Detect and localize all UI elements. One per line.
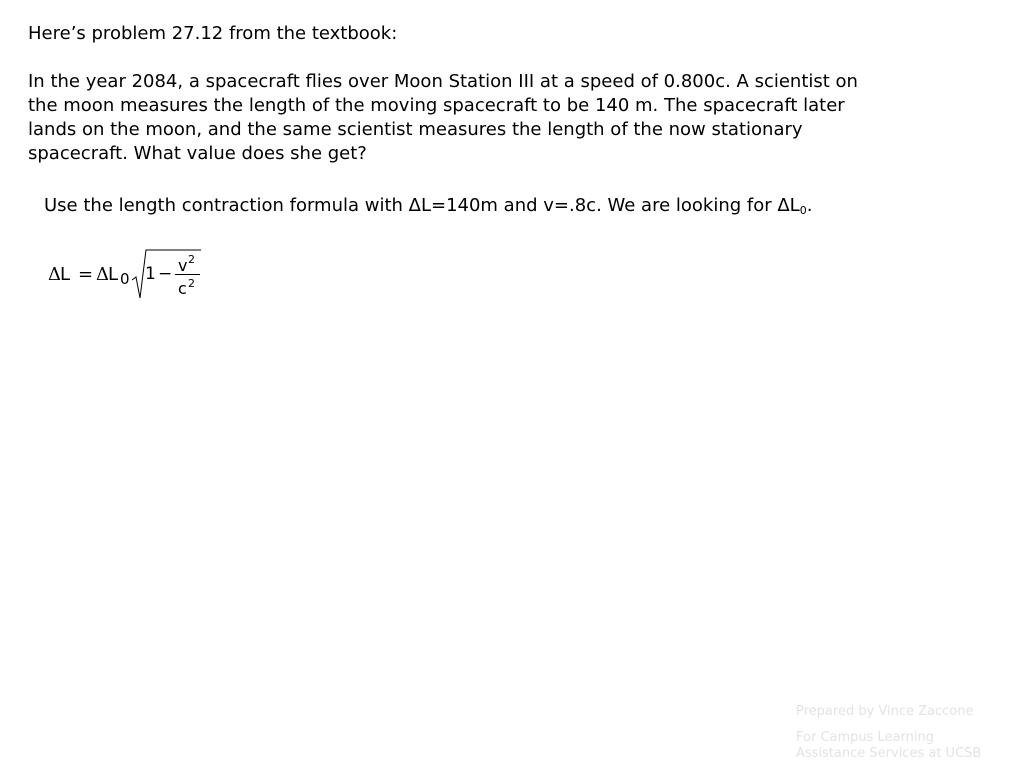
problem-line: lands on the moon, and the same scientist measures the length of the now stationary: [28, 119, 803, 140]
instruction-subscript: 0: [799, 204, 807, 217]
intro-text: Here’s problem 27.12 from the textbook:: [28, 23, 398, 44]
eq-rhs-delta: Δ: [96, 264, 109, 285]
eq-equals: =: [78, 264, 94, 285]
eq-minus: −: [158, 264, 173, 284]
eq-denominator-exp: 2: [188, 277, 195, 290]
equation-svg: [44, 246, 214, 306]
eq-lhs-delta: Δ: [48, 264, 61, 285]
eq-numerator-exp: 2: [188, 253, 195, 266]
instruction-main: Use the length contraction formula with ΔL=140m and v=.8c. We are looking for ΔL: [44, 195, 800, 216]
eq-numerator-var: v: [178, 256, 188, 275]
footer-org-line: For Campus Learning: [796, 730, 934, 745]
problem-line: spacecraft. What value does she get?: [28, 143, 367, 164]
eq-one: 1: [145, 264, 156, 284]
problem-line: In the year 2084, a spacecraft flies over Moon Station III at a speed of 0.800c. A scientist on: [28, 71, 858, 92]
footer-author: Prepared by Vince Zaccone: [796, 704, 974, 719]
instruction-end: .: [806, 195, 813, 216]
eq-rhs-var: L: [108, 264, 119, 285]
footer-organization: [796, 730, 981, 762]
footer-org-line: Assistance Services at UCSB: [796, 746, 982, 761]
eq-denominator-var: c: [178, 279, 187, 298]
problem-statement: [28, 70, 858, 166]
problem-line: the moon measures the length of the moving spacecraft to be 140 m. The spacecraft later: [28, 95, 845, 116]
instruction-text: [44, 194, 812, 218]
eq-lhs-var: L: [60, 264, 71, 285]
eq-rhs-subscript: 0: [120, 270, 130, 288]
length-contraction-equation: [44, 246, 214, 306]
